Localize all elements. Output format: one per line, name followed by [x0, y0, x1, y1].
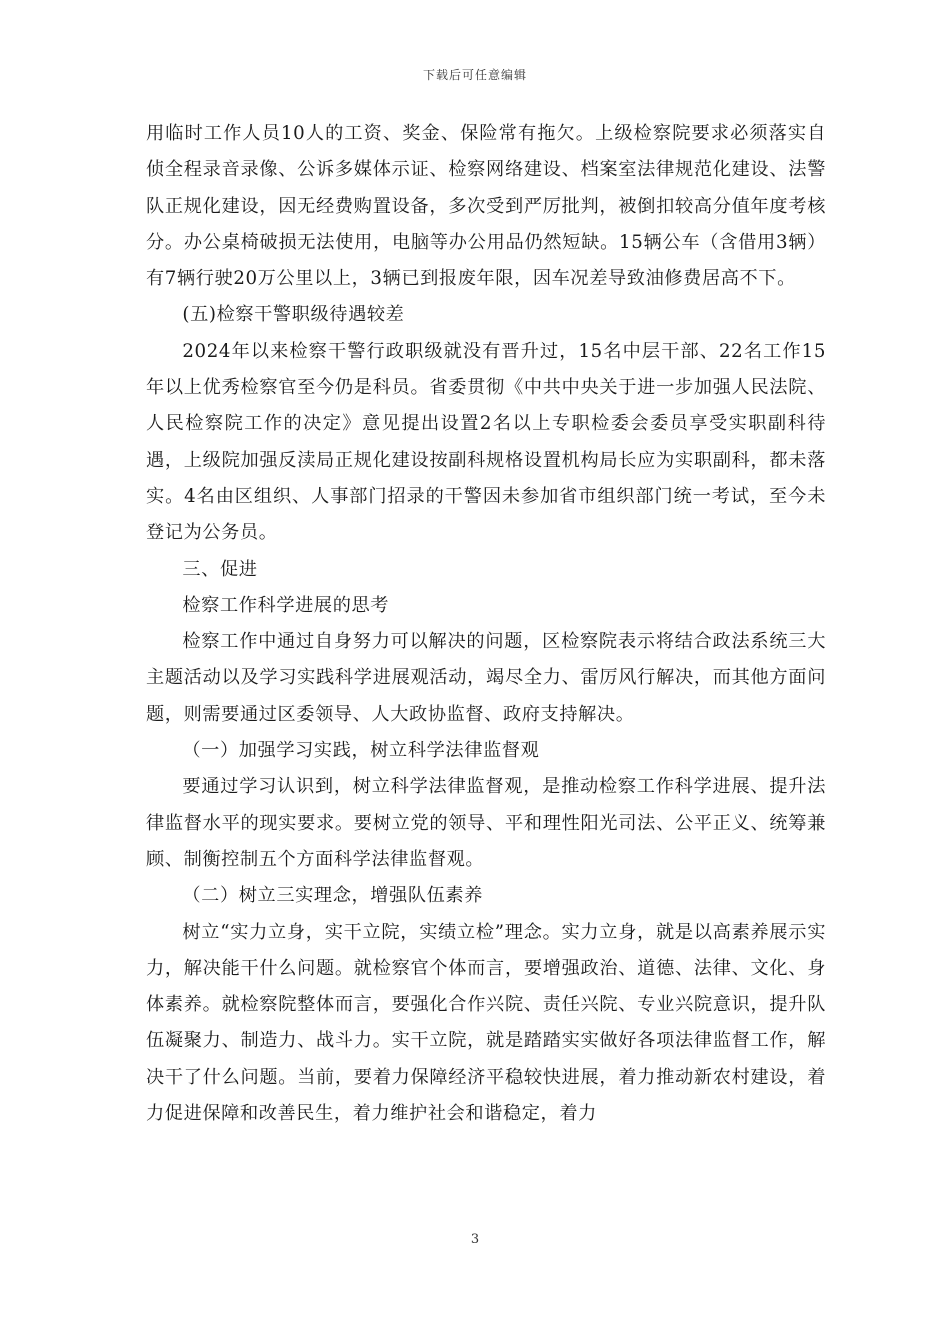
- page-header: 下载后可任意编辑: [422, 68, 527, 82]
- document-body: [146, 116, 826, 1132]
- paragraph-continuation: 用临时工作人员10人的工资、奖金、保险常有拖欠。上级检察院要求必须落实自侦全程录音录像、公诉多媒体示证、检察网络建设、档案室法律规范化建设、法警队正规化建设，因无经费购置设备，多次受到严厉批判，被倒扣较高分值年度考核分。办公桌椅破损无法使用，电脑等办公用品仍然短缺。15辆公车（含借用3辆）有7辆行驶20万公里以上，3辆已到报废年限，因车况差导致油修费居高不下。: [146, 123, 826, 290]
- paragraph-approach: 检察工作中通过自身努力可以解决的问题，区检察院表示将结合政法系统三大主题活动以及学习实践科学进展观活动，竭尽全力、雷厉风行解决，而其他方面问题，则需要通过区委领导、人大政协监督、政府支持解决。: [146, 631, 826, 725]
- section-heading-3-cont: 检察工作科学进展的思考: [182, 594, 390, 616]
- page-number: 3: [470, 1232, 480, 1247]
- paragraph-rank-treatment: 2024年以来检察干警行政职级就没有晋升过，15名中层干部、22名工作15年以上优秀检察官至今仍是科员。省委贯彻《中共中央关于进一步加强人民法院、人民检察院工作的决定》意见提出设置2名以上专职检委会委员享受实职副科待遇，上级院加强反渎局正规化建设按副科规格设置机构局长应为实职副科，都未落实。4名由区组织、人事部门招录的干警因未参加省市组织部门统一考试，至今未登记为公务员。: [146, 340, 826, 544]
- section-heading-5: (五)检察干警职级待遇较差: [182, 304, 405, 326]
- paragraph-supervision-view: 要通过学习认识到，树立科学法律监督观，是推动检察工作科学进展、提升法律监督水平的现实要求。要树立党的领导、平和理性阳光司法、公平正义、统筹兼顾、制衡控制五个方面科学法律监督观。: [146, 776, 826, 870]
- subsection-heading-2: （二）树立三实理念，增强队伍素养: [182, 885, 483, 907]
- section-heading-3: 三、促进: [182, 558, 258, 580]
- subsection-heading-1: （一）加强学习实践，树立科学法律监督观: [182, 740, 540, 762]
- paragraph-three-realities: 树立“实力立身，实干立院，实绩立检”理念。实力立身，就是以高素养展示实力，解决能干什么问题。就检察官个体而言，要增强政治、道德、法律、文化、身体素养。就检察院整体而言，要强化合作兴院、责任兴院、专业兴院意识，提升队伍凝聚力、制造力、战斗力。实干立院，就是踏踏实实做好各项法律监督工作，解决干了什么问题。当前，要着力保障经济平稳较快进展，着力推动新农村建设，着力促进保障和改善民生，着力维护社会和谐稳定，着力: [146, 921, 826, 1125]
